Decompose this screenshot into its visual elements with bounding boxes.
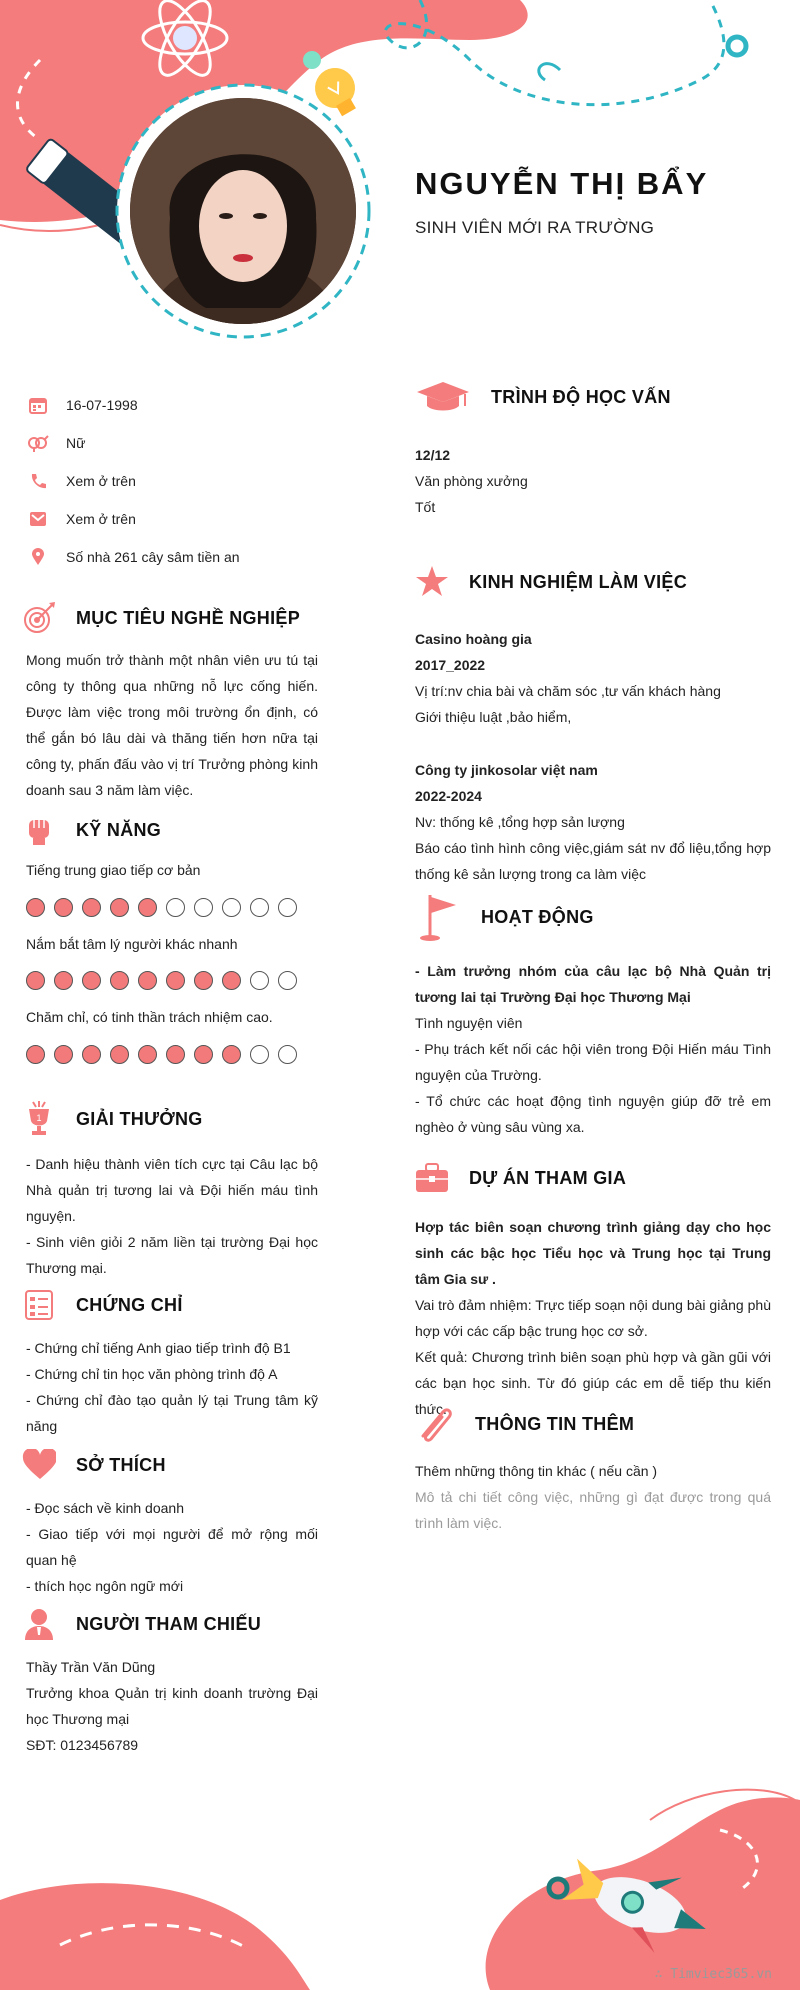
trophy-icon: [22, 1102, 56, 1136]
education-details: [415, 442, 771, 520]
contact-birthday: [26, 386, 326, 424]
briefcase-icon: [415, 1161, 449, 1195]
birthday-text: 16-07-1998: [66, 397, 138, 413]
reference-title: Trưởng khoa Quản trị kinh doanh trường Đại học Thương mại: [26, 1685, 318, 1727]
contact-address: [26, 538, 326, 576]
rating-dot-filled: [194, 971, 213, 990]
section-education-heading: [415, 380, 671, 414]
section-title: GIẢI THƯỞNG: [76, 1108, 203, 1129]
experience-job: [415, 626, 771, 730]
job-detail: Giới thiệu luật ,bảo hiểm,: [415, 709, 572, 725]
star-icon: [415, 565, 449, 599]
rating-dot-filled: [54, 971, 73, 990]
section-certificates-heading: [22, 1288, 183, 1322]
certificate-item: - Chứng chỉ đào tạo quản lý tại Trung tâm kỹ năng: [26, 1392, 318, 1434]
job-company: Casino hoàng gia: [415, 631, 532, 647]
watermark: ∴ Timviec365.vn: [654, 1967, 772, 1982]
rating-dot-filled: [166, 971, 185, 990]
awards-list: [26, 1151, 318, 1281]
svg-text:1: 1: [36, 1113, 42, 1123]
award-item: - Sinh viên giỏi 2 năm liền tại trường Đại học Thương mại.: [26, 1234, 318, 1276]
candidate-position: SINH VIÊN MỚI RA TRƯỜNG: [415, 218, 655, 237]
rating-dot-filled: [82, 1045, 101, 1064]
section-title: DỰ ÁN THAM GIA: [469, 1167, 627, 1188]
skill-label: Nắm bắt tâm lý người khác nhanh: [26, 936, 238, 952]
rating-dot-filled: [110, 898, 129, 917]
job-company: Công ty jinkosolar việt nam: [415, 762, 598, 778]
flag-icon: [415, 900, 461, 934]
section-awards-heading: [22, 1102, 203, 1136]
location-pin-icon: [26, 545, 50, 569]
candidate-name: NGUYỄN THỊ BẨY: [415, 166, 709, 201]
rating-dot-filled: [82, 898, 101, 917]
contact-info: [26, 386, 326, 576]
certificates-list: [26, 1335, 318, 1439]
fist-icon: [22, 813, 56, 847]
rating-dot-empty: [250, 971, 269, 990]
reference-name: Thầy Trần Văn Dũng: [26, 1659, 156, 1675]
job-detail: Báo cáo tình hình công việc,giám sát nv đổ liệu,tổng hợp thống kê sản lượng trong ca làm việc: [415, 840, 771, 882]
extra-placeholder: Mô tả chi tiết công việc, những gì đạt được trong quá trình làm việc.: [415, 1489, 771, 1531]
contact-gender: [26, 424, 326, 462]
project-role: Vai trò đảm nhiệm: Trực tiếp soạn nội dung bài giảng phù hợp với các cấp bậc trung học cơ sở.: [415, 1297, 771, 1339]
rating-dot-filled: [222, 1045, 241, 1064]
certificate-item: - Chứng chỉ tiếng Anh giao tiếp trình độ B1: [26, 1340, 291, 1356]
section-skills-heading: [22, 813, 161, 847]
activities-list: [415, 958, 771, 1140]
section-title: SỞ THÍCH: [76, 1454, 166, 1475]
section-projects-heading: [415, 1161, 626, 1195]
rating-dot-filled: [26, 898, 45, 917]
hobby-item: - thích học ngôn ngữ mới: [26, 1578, 184, 1594]
gender-icon: [26, 431, 50, 455]
graduation-cap-icon: [415, 380, 471, 414]
section-title: CHỨNG CHỈ: [76, 1294, 183, 1315]
rating-dot-filled: [222, 971, 241, 990]
job-detail: Vị trí:nv chia bài và chăm sóc ,tư vấn khách hàng: [415, 683, 721, 699]
job-period: 2022-2024: [415, 788, 482, 804]
activity-item: - Tổ chức các hoạt động tình nguyện giúp đỡ trẻ em nghèo ở vùng sâu vùng xa.: [415, 1093, 771, 1135]
section-title: TRÌNH ĐỘ HỌC VẤN: [491, 386, 671, 407]
phone-icon: [26, 469, 50, 493]
rating-dot-empty: [278, 1045, 297, 1064]
rating-dot-empty: [194, 898, 213, 917]
award-item: - Danh hiệu thành viên tích cực tại Câu lạc bộ Nhà quản trị tương lai và Đội hiến máu tình nguyện.: [26, 1156, 318, 1224]
target-icon: [22, 601, 56, 635]
education-grade: 12/12: [415, 447, 451, 463]
skill-rating: [26, 898, 297, 917]
rating-dot-filled: [26, 971, 45, 990]
certificate-item: - Chứng chỉ tin học văn phòng trình độ A: [26, 1366, 278, 1382]
education-school: Văn phòng xưởng: [415, 473, 528, 489]
hobbies-list: [26, 1495, 318, 1599]
section-title: KINH NGHIỆM LÀM VIỆC: [469, 571, 688, 592]
project-heading: Hợp tác biên soạn chương trình giảng dạy cho học sinh các bậc học Tiểu học và Trung học tại Trung tâm Gia sư .: [415, 1219, 771, 1287]
section-extra-heading: [415, 1407, 634, 1441]
heart-icon: [22, 1448, 56, 1482]
person-icon: [22, 1607, 56, 1641]
rating-dot-empty: [250, 898, 269, 917]
projects-list: [415, 1214, 771, 1422]
contact-phone: [26, 462, 326, 500]
project-result: Kết quả: Chương trình biên soạn phù hợp và gần gũi với các bạn học sinh. Từ đó giúp các em dễ tiếp thu kiến thức.: [415, 1349, 771, 1417]
rating-dot-empty: [278, 898, 297, 917]
email-icon: [26, 507, 50, 531]
skill-rating: [26, 1045, 297, 1064]
objective-text: Mong muốn trở thành một nhân viên ưu tú tại công ty thông qua những nỗ lực cống hiến. Được làm việc trong môi trường ổn định, có thể gắn bó lâu dài và thăng tiến hơn nữa tại công ty, phấn đấu vào vị trí Trưởng phòng kinh doanh sau 3 năm làm việc.: [26, 652, 318, 798]
email-text: Xem ở trên: [66, 511, 136, 527]
education-result: Tốt: [415, 499, 436, 515]
activity-item: - Phụ trách kết nối các hội viên trong Đội Hiến máu Tình nguyện của Trường.: [415, 1041, 771, 1083]
rating-dot-filled: [194, 1045, 213, 1064]
skill-label: Chăm chỉ, có tinh thần trách nhiệm cao.: [26, 1009, 273, 1025]
job-period: 2017_2022: [415, 657, 486, 673]
skill-label: Tiếng trung giao tiếp cơ bản: [26, 862, 201, 878]
paperclip-icon: [415, 1407, 455, 1441]
rating-dot-filled: [138, 898, 157, 917]
footer-decoration: [0, 1750, 800, 1990]
calendar-icon: [26, 393, 50, 417]
contact-email: [26, 500, 326, 538]
section-activities-heading: [415, 900, 594, 934]
rating-dot-filled: [110, 971, 129, 990]
hobby-item: - Đọc sách về kinh doanh: [26, 1500, 184, 1516]
section-references-heading: [22, 1607, 261, 1641]
section-hobbies-heading: [22, 1448, 166, 1482]
phone-text: Xem ở trên: [66, 473, 136, 489]
avatar: [118, 86, 368, 336]
rating-dot-filled: [138, 971, 157, 990]
rating-dot-filled: [54, 1045, 73, 1064]
experience-job: [415, 757, 771, 887]
skill-rating: [26, 971, 297, 990]
activity-heading: - Làm trưởng nhóm của câu lạc bộ Nhà Quản trị tương lai tại Trường Đại học Thương Mại: [415, 963, 771, 1005]
rating-dot-filled: [54, 898, 73, 917]
section-objective-heading: [22, 601, 300, 635]
rating-dot-empty: [166, 898, 185, 917]
extra-line: Thêm những thông tin khác ( nếu cần ): [415, 1463, 658, 1479]
rating-dot-empty: [250, 1045, 269, 1064]
rating-dot-empty: [278, 971, 297, 990]
job-detail: Nv: thống kê ,tổng hợp sản lượng: [415, 814, 625, 830]
reference-phone: SĐT: 0123456789: [26, 1737, 139, 1753]
section-experience-heading: [415, 565, 687, 599]
gender-text: Nữ: [66, 435, 86, 451]
hobby-item: - Giao tiếp với mọi người để mở rộng mối quan hệ: [26, 1526, 318, 1568]
checklist-icon: [22, 1288, 56, 1322]
extra-info: [415, 1458, 771, 1536]
section-title: THÔNG TIN THÊM: [475, 1413, 635, 1434]
rating-dot-filled: [166, 1045, 185, 1064]
rating-dot-filled: [26, 1045, 45, 1064]
references-list: [26, 1654, 318, 1758]
rating-dot-empty: [222, 898, 241, 917]
section-title: HOẠT ĐỘNG: [481, 906, 594, 927]
section-title: NGƯỜI THAM CHIẾU: [76, 1613, 262, 1634]
address-text: Số nhà 261 cây sâm tiền an: [66, 549, 240, 565]
section-title: MỤC TIÊU NGHỀ NGHIỆP: [76, 607, 301, 628]
section-title: KỸ NĂNG: [76, 819, 162, 840]
rating-dot-filled: [110, 1045, 129, 1064]
activity-item: Tình nguyện viên: [415, 1015, 523, 1031]
rating-dot-filled: [82, 971, 101, 990]
rating-dot-filled: [138, 1045, 157, 1064]
profile-photo: [130, 98, 356, 324]
